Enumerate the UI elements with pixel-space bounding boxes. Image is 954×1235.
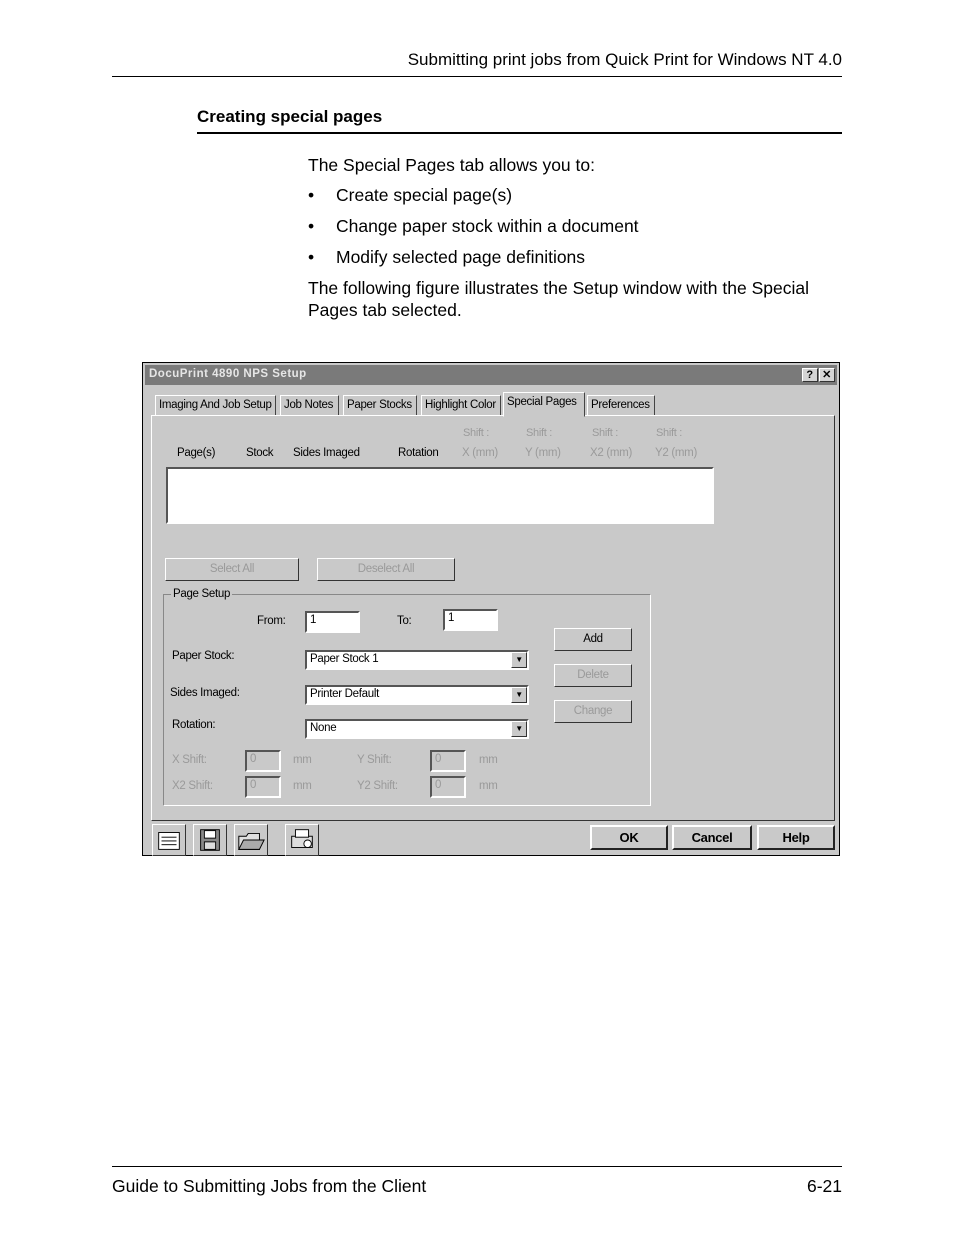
column-header-x: X (mm) [462,447,498,459]
paper-stock-select[interactable]: Paper Stock 1 ▼ [305,650,529,670]
bullet-item: • Create special page(s) [308,185,513,205]
column-header-rotation: Rotation [398,447,439,459]
deselect-all-button[interactable]: Deselect All [317,558,455,581]
delete-button[interactable]: Delete [554,664,632,687]
column-header-shift: Shift : [656,427,683,439]
column-header-pages: Page(s) [177,447,216,459]
dialog-title: DocuPrint 4890 NPS Setup [149,368,307,380]
paper-stock-label: Paper Stock: [172,650,235,662]
section-title: Creating special pages [197,107,383,126]
x2-shift-field[interactable]: 0 [245,776,281,798]
help-icon[interactable]: ? [802,368,818,382]
from-field[interactable]: 1 [305,611,360,633]
bullet-item: • Change paper stock within a document [308,216,639,236]
y-shift-label: Y Shift: [357,754,392,766]
y2-shift-field[interactable]: 0 [430,776,466,798]
y2-shift-unit: mm [479,780,498,792]
save-icon[interactable] [193,824,227,856]
dialog-titlebar [145,365,837,385]
dropdown-arrow-icon[interactable]: ▼ [511,721,527,737]
y-shift-unit: mm [479,754,498,766]
change-button[interactable]: Change [554,700,632,723]
running-header: Submitting print jobs from Quick Print for Windows NT 4.0 [407,50,842,69]
column-header-x2: X2 (mm) [590,447,632,459]
column-header-y2: Y2 (mm) [655,447,697,459]
tab-imaging-and-job-setup[interactable]: Imaging And Job Setup [155,395,276,416]
y2-shift-label: Y2 Shift: [357,780,398,792]
y-shift-field[interactable]: 0 [430,750,466,772]
page-number: 6-21 [806,1176,842,1196]
footer-rule [112,1166,842,1167]
column-header-stock: Stock [246,447,274,459]
bullet-item: • Modify selected page definitions [308,247,586,267]
to-field[interactable]: 1 [443,609,498,631]
ok-button[interactable]: OK [590,825,668,850]
column-header-shift: Shift : [592,427,619,439]
section-rule [197,132,842,134]
column-header-y: Y (mm) [525,447,561,459]
column-header-sides-imaged: Sides Imaged [293,447,360,459]
setup-dialog [142,362,840,856]
column-header-shift: Shift : [526,427,553,439]
open-folder-icon[interactable] [234,824,268,856]
view-settings-icon[interactable] [152,824,186,856]
x-shift-label: X Shift: [172,754,207,766]
footer-title: Guide to Submitting Jobs from the Client [112,1176,427,1196]
column-header-shift: Shift : [463,427,490,439]
rotation-select[interactable]: None ▼ [305,719,529,739]
tab-preferences[interactable]: Preferences [587,395,655,416]
cancel-button[interactable]: Cancel [672,825,752,850]
printer-settings-icon[interactable] [285,824,319,856]
from-label: From: [257,615,286,627]
x2-shift-unit: mm [293,780,312,792]
sides-imaged-label: Sides Imaged: [170,687,240,699]
sides-imaged-select[interactable]: Printer Default ▼ [305,685,529,705]
page-setup-label: Page Setup [173,588,231,600]
to-label: To: [397,615,412,627]
add-button[interactable]: Add [554,628,632,651]
figure-caption: The following figure illustrates the Setup window with the Special Pages tab selected. [308,278,809,320]
rotation-label: Rotation: [172,719,216,731]
select-all-button[interactable]: Select All [165,558,299,581]
intro-text: The Special Pages tab allows you to: [308,155,595,175]
dropdown-arrow-icon[interactable]: ▼ [511,687,527,703]
tab-paper-stocks[interactable]: Paper Stocks [343,395,417,416]
tab-job-notes[interactable]: Job Notes [280,395,339,416]
x-shift-unit: mm [293,754,312,766]
tab-highlight-color[interactable]: Highlight Color [421,395,501,416]
close-icon[interactable]: ✕ [819,368,835,382]
x2-shift-label: X2 Shift: [172,780,213,792]
header-rule [112,76,842,77]
dropdown-arrow-icon[interactable]: ▼ [511,652,527,668]
help-button[interactable]: Help [757,825,835,850]
tab-special-pages[interactable]: Special Pages [503,392,585,417]
x-shift-field[interactable]: 0 [245,750,281,772]
special-pages-list[interactable] [166,467,714,524]
